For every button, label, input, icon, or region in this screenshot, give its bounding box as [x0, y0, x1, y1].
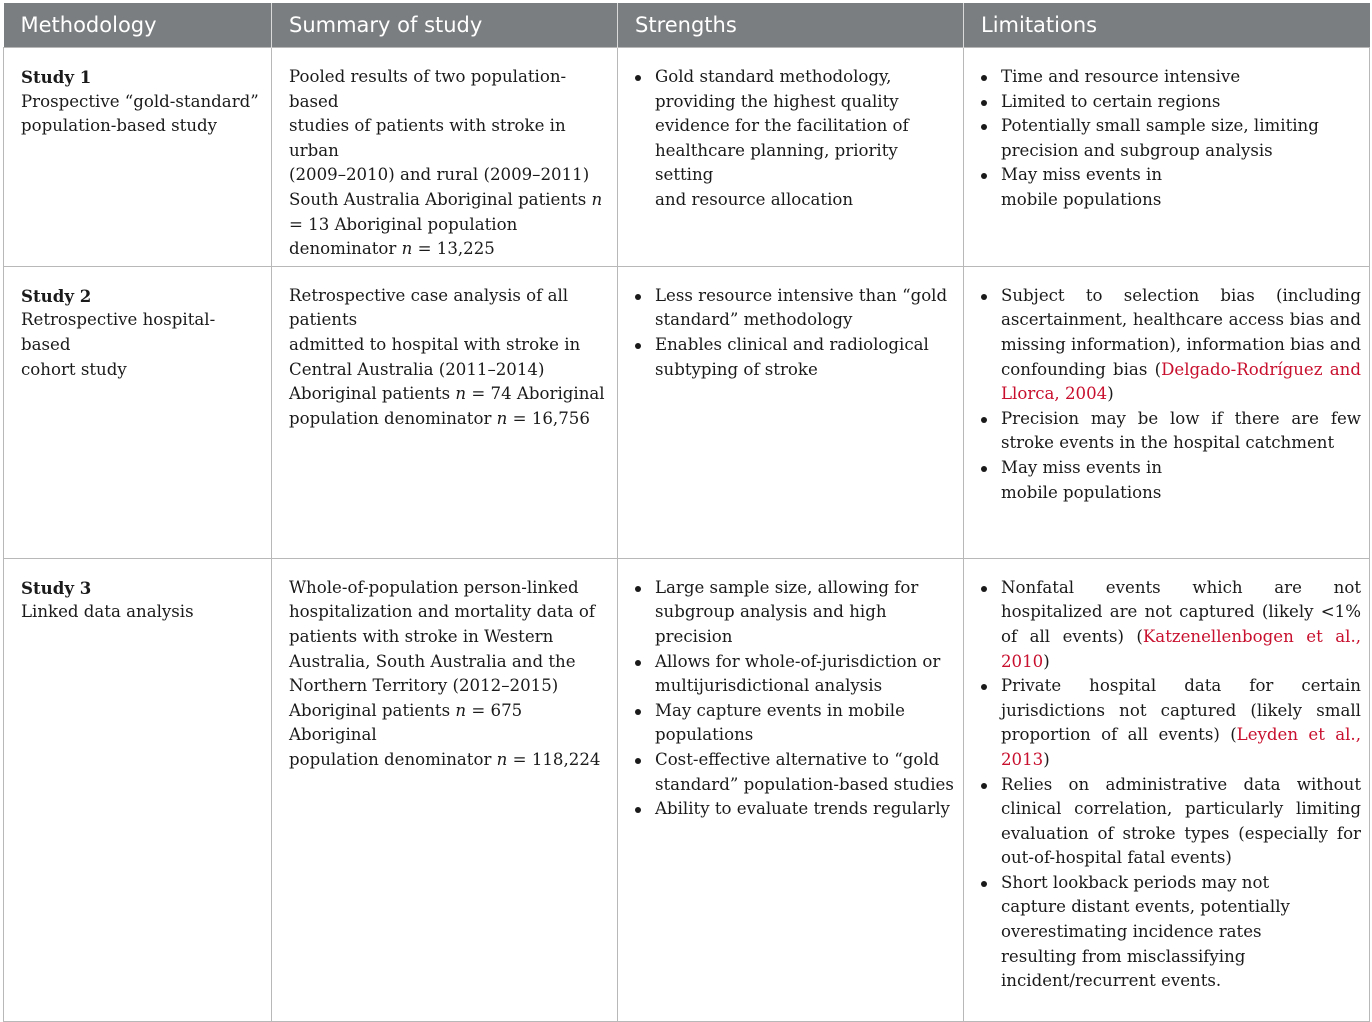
limitations-cell: [964, 48, 1370, 267]
reference-link[interactable]: Leyden et al., 2013: [1001, 725, 1361, 769]
list-item: [981, 114, 1361, 163]
list-item: [981, 65, 1361, 90]
item-line: subgroup analysis and high precision: [655, 602, 887, 646]
table-row: [4, 266, 1370, 558]
item-text: Nonfatal events which are not hospitalized are not captured (likely <1% of all events) (: [1001, 577, 1361, 646]
n-symbol: n: [455, 384, 467, 404]
n-symbol: n: [591, 189, 603, 209]
item-line: Gold standard methodology,: [655, 67, 892, 86]
summary-line: (2009–2010) and rural (2009–2011): [289, 165, 590, 185]
item-line: standard” population-based studies: [655, 774, 954, 794]
summary-line: [289, 748, 609, 773]
methodology-cell: [4, 48, 272, 267]
list-item: [635, 576, 955, 650]
methodology-line: Retrospective hospital-based: [21, 310, 216, 354]
summary-line: Pooled results of two population-based: [289, 67, 567, 111]
item-line: Less resource intensive than “gold: [655, 285, 948, 305]
item-line: incident/recurrent events.: [1001, 971, 1222, 991]
summary-text: population denominator: [289, 408, 492, 428]
item-text: ): [1043, 749, 1050, 769]
strengths-list: [635, 576, 955, 822]
item-text: Relies on administrative data without clinical correlation, particularly limiting evaluation of stroke types (especially for out-of-hospital fatal events): [1001, 774, 1361, 868]
item-line: Potentially small sample size, limiting: [1001, 116, 1319, 136]
item-line: precision and subgroup analysis: [1001, 140, 1273, 160]
item-line: providing the highest quality: [655, 91, 899, 111]
limitations-list: [981, 576, 1361, 994]
item-line: Large sample size, allowing for: [655, 577, 919, 597]
item-line: standard” methodology: [655, 310, 853, 330]
study-title: Study 2: [21, 285, 92, 306]
item-line: May miss events in: [1001, 165, 1163, 185]
list-item: [981, 284, 1361, 407]
list-item: [635, 748, 955, 797]
list-item: [981, 407, 1361, 456]
methodology-line: cohort study: [21, 359, 127, 379]
summary-line: Northern Territory (2012–2015): [289, 676, 559, 696]
summary-line: [289, 382, 609, 407]
summary-text: = 13,225: [417, 239, 495, 259]
item-line: populations: [655, 725, 754, 745]
list-item: [981, 773, 1361, 871]
table-row: [4, 558, 1370, 1021]
list-item: [981, 576, 1361, 674]
n-symbol: n: [401, 239, 413, 259]
summary-cell: [272, 558, 618, 1021]
header-limitations: Limitations: [964, 3, 1370, 48]
list-item: [981, 163, 1361, 212]
list-item: [635, 284, 955, 333]
item-line: mobile populations: [1001, 189, 1162, 209]
reference-link[interactable]: Delgado-Rodríguez and Llorca, 2004: [1001, 359, 1361, 404]
summary-cell: [272, 266, 618, 558]
methodology-line: population-based study: [21, 116, 217, 136]
strengths-cell: [618, 48, 964, 267]
summary-line: Whole-of-population person-linked: [289, 577, 579, 597]
item-line: Enables clinical and radiological: [655, 334, 929, 354]
item-text: Private hospital data for certain jurisdictions not captured (likely small proportion of all events) (: [1001, 676, 1361, 745]
summary-line: admitted to hospital with stroke in: [289, 334, 581, 354]
item-text: ): [1107, 384, 1114, 404]
summary-line: Australia, South Australia and the: [289, 651, 576, 671]
item-line: and resource allocation: [655, 189, 854, 209]
summary-line: hospitalization and mortality data of: [289, 602, 595, 622]
list-item: [981, 90, 1361, 115]
item-line: mobile populations: [1001, 482, 1162, 502]
summary-line: [289, 188, 609, 213]
list-item: [981, 674, 1361, 772]
summary-line: patients with stroke in Western: [289, 626, 554, 646]
list-item: [635, 650, 955, 699]
n-symbol: n: [455, 700, 467, 720]
limitations-list: [981, 65, 1361, 213]
header-strengths: Strengths: [618, 3, 964, 48]
methodology-cell: [4, 266, 272, 558]
summary-line: [289, 407, 609, 432]
item-line: Cost-effective alternative to “gold: [655, 749, 940, 769]
limitations-cell: [964, 558, 1370, 1021]
summary-text: South Australia Aboriginal patients: [289, 189, 587, 209]
n-symbol: n: [496, 408, 508, 428]
table-row: [4, 48, 1370, 267]
summary-text: = 675 Aboriginal: [289, 700, 523, 745]
summary-text: = 118,224: [512, 749, 601, 769]
summary-text: = 16,756: [512, 408, 590, 428]
item-line: Ability to evaluate trends regularly: [655, 799, 950, 819]
item-text: ): [1043, 651, 1050, 671]
n-symbol: n: [496, 749, 508, 769]
methodology-line: Linked data analysis: [21, 602, 194, 622]
summary-text: denominator: [289, 239, 397, 259]
item-line: evidence for the facilitation of: [655, 116, 909, 136]
item-line: Time and resource intensive: [1001, 67, 1241, 86]
item-line: subtyping of stroke: [655, 359, 818, 379]
list-item: [635, 333, 955, 382]
item-line: healthcare planning, priority setting: [655, 140, 898, 185]
strengths-cell: [618, 558, 964, 1021]
reference-link[interactable]: Katzenellenbogen et al., 2010: [1001, 626, 1361, 671]
methodology-cell: [4, 558, 272, 1021]
summary-line: Retrospective case analysis of all patients: [289, 285, 569, 330]
limitations-list: [981, 284, 1361, 505]
summary-line: [289, 237, 609, 262]
header-summary: Summary of study: [272, 3, 618, 48]
item-text: Subject to selection bias (including ascertainment, healthcare access bias and missing information), information bias and confounding bias (: [1001, 285, 1361, 379]
list-item: [635, 65, 955, 213]
item-line: Limited to certain regions: [1001, 91, 1221, 111]
item-line: Allows for whole-of-jurisdiction or: [655, 651, 941, 671]
list-item: [635, 797, 955, 822]
item-line: May miss events in: [1001, 457, 1163, 477]
list-item: [635, 699, 955, 748]
item-line: May capture events in mobile: [655, 700, 905, 720]
item-line: resulting from misclassifying: [1001, 946, 1246, 966]
header-methodology: Methodology: [4, 3, 272, 48]
item-line: multijurisdictional analysis: [655, 676, 883, 696]
list-item: [981, 456, 1361, 505]
strengths-list: [635, 65, 955, 213]
summary-line: [289, 699, 609, 748]
summary-text: Aboriginal patients: [289, 700, 451, 720]
summary-text: population denominator: [289, 749, 492, 769]
strengths-list: [635, 284, 955, 382]
list-item: [981, 871, 1361, 994]
summary-line: = 13 Aboriginal population: [289, 214, 518, 234]
summary-text: = 74 Aboriginal: [471, 384, 605, 404]
summary-line: Central Australia (2011–2014): [289, 359, 545, 379]
item-line: Short lookback periods may not: [1001, 872, 1270, 892]
study-title: Study 1: [21, 67, 92, 87]
item-line: capture distant events, potentially: [1001, 897, 1290, 917]
study-comparison-table: [3, 3, 1370, 1022]
item-line: overestimating incidence rates: [1001, 922, 1262, 942]
limitations-cell: [964, 266, 1370, 558]
strengths-cell: [618, 266, 964, 558]
item-text: Precision may be low if there are few stroke events in the hospital catchment: [1001, 408, 1361, 453]
header-row: [4, 3, 1370, 48]
methodology-line: Prospective “gold-standard”: [21, 91, 259, 111]
study-title: Study 3: [21, 577, 92, 598]
summary-text: Aboriginal patients: [289, 384, 451, 404]
summary-cell: [272, 48, 618, 267]
summary-line: studies of patients with stroke in urban: [289, 116, 566, 160]
